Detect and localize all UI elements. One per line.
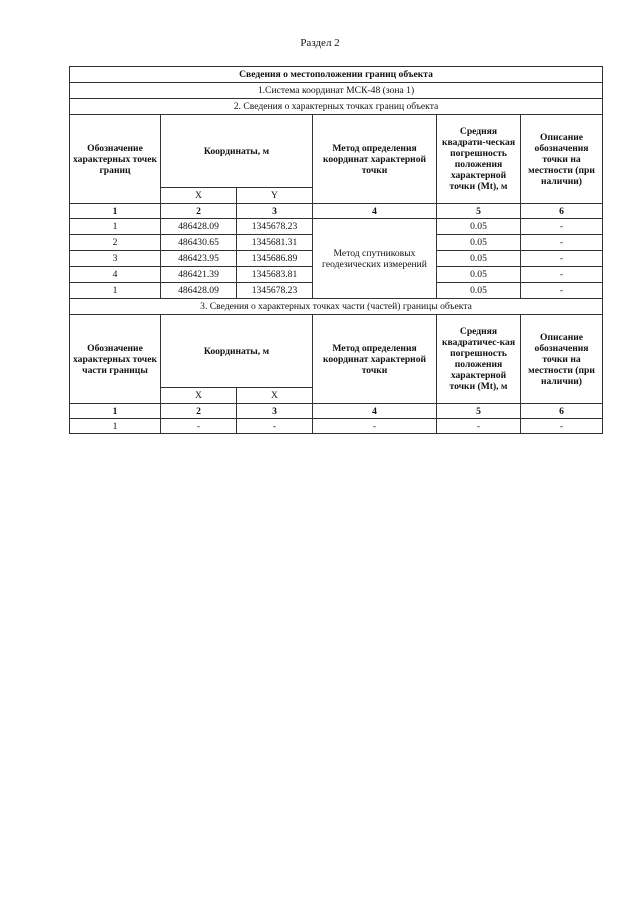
header-point-designation: Обозначение характерных точек границ	[70, 115, 161, 204]
error-value: 0.05	[437, 251, 521, 267]
column-number: 6	[521, 404, 603, 419]
coord-x: 486430.65	[161, 235, 237, 251]
table-row	[70, 219, 603, 235]
point-id: 4	[70, 267, 161, 283]
section3-title: 3. Сведения о характерных точках части (частей) границы объекта	[70, 299, 603, 315]
coord-y: 1345686.89	[237, 251, 313, 267]
error-value: 0.05	[437, 219, 521, 235]
coord-y: -	[237, 419, 313, 434]
column-number: 5	[437, 204, 521, 219]
header-error: Средняя квадратичес-кая погрешность положения характерной точки (Mt), м	[437, 315, 521, 404]
header-point-designation: Обозначение характерных точек части границы	[70, 315, 161, 404]
description-value: -	[521, 419, 603, 434]
column-number: 3	[237, 204, 313, 219]
coord-y: 1345681.31	[237, 235, 313, 251]
error-value: 0.05	[437, 283, 521, 299]
point-id: 2	[70, 235, 161, 251]
table-title: Сведения о местоположении границ объекта	[70, 67, 603, 83]
header-y: X	[237, 388, 313, 404]
header-x: X	[161, 188, 237, 204]
header-coordinates: Координаты, м	[161, 315, 313, 388]
column-number: 5	[437, 404, 521, 419]
method-cell: Метод спутниковых геодезических измерений	[313, 219, 437, 299]
column-number: 6	[521, 204, 603, 219]
point-id: 1	[70, 419, 161, 434]
table-row	[70, 419, 603, 434]
coord-x: -	[161, 419, 237, 434]
description-value: -	[521, 283, 603, 299]
error-value: 0.05	[437, 267, 521, 283]
header-description: Описание обозначения точки на местности (при наличии)	[521, 115, 603, 204]
coordinate-system: 1.Система координат МСК-48 (зона 1)	[70, 83, 603, 99]
section2-title: 2. Сведения о характерных точках границ объекта	[70, 99, 603, 115]
column-number: 1	[70, 404, 161, 419]
column-number: 4	[313, 204, 437, 219]
point-id: 1	[70, 283, 161, 299]
header-y: Y	[237, 188, 313, 204]
coord-x: 486423.95	[161, 251, 237, 267]
header-coordinates: Координаты, м	[161, 115, 313, 188]
column-number: 3	[237, 404, 313, 419]
method-value: -	[313, 419, 437, 434]
error-value: -	[437, 419, 521, 434]
header-method: Метод определения координат характерной точки	[313, 115, 437, 204]
coord-y: 1345678.23	[237, 219, 313, 235]
header-x: X	[161, 388, 237, 404]
column-number: 1	[70, 204, 161, 219]
header-method: Метод определения координат характерной точки	[313, 315, 437, 404]
column-number: 2	[161, 204, 237, 219]
coord-x: 486428.09	[161, 283, 237, 299]
header-error: Средняя квадрати-ческая погрешность положения характерной точки (Mt), м	[437, 115, 521, 204]
error-value: 0.05	[437, 235, 521, 251]
description-value: -	[521, 251, 603, 267]
coord-x: 486421.39	[161, 267, 237, 283]
coord-y: 1345683.81	[237, 267, 313, 283]
header-description: Описание обозначения точки на местности (при наличии)	[521, 315, 603, 404]
description-value: -	[521, 235, 603, 251]
point-id: 3	[70, 251, 161, 267]
boundary-table	[69, 66, 603, 434]
column-number: 2	[161, 404, 237, 419]
point-id: 1	[70, 219, 161, 235]
column-number: 4	[313, 404, 437, 419]
coord-y: 1345678.23	[237, 283, 313, 299]
description-value: -	[521, 267, 603, 283]
coord-x: 486428.09	[161, 219, 237, 235]
description-value: -	[521, 219, 603, 235]
page-title: Раздел 2	[300, 37, 340, 49]
